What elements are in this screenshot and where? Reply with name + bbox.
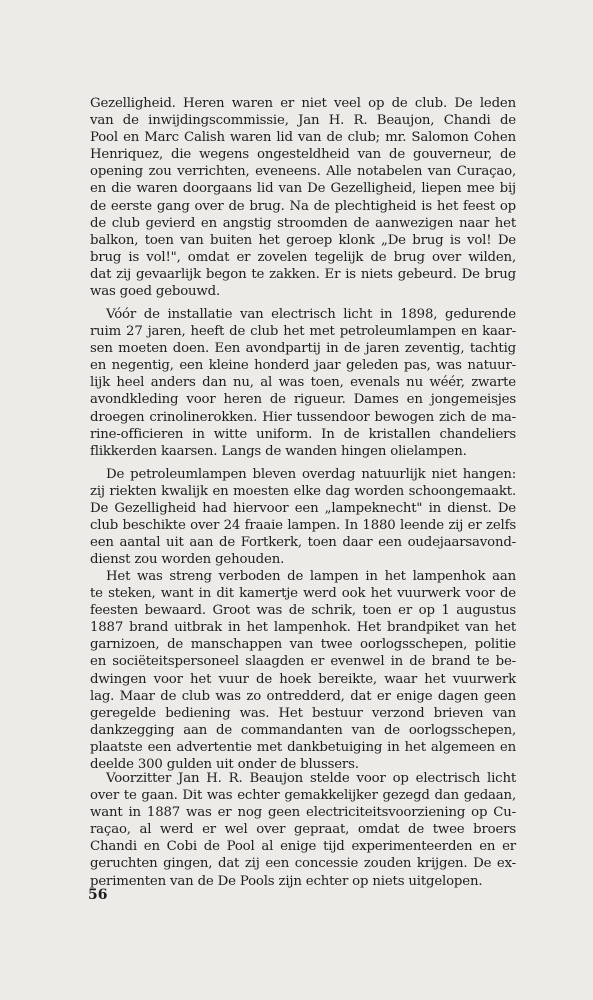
text-line: de eerste gang over de brug. Na de plechtigheid is het feest op	[90, 198, 516, 214]
text-line: De petroleumlampen bleven overdag natuurlijk niet hangen:	[106, 467, 516, 482]
text-line: Het was streng verboden de lampen in het lampenhok aan	[106, 569, 516, 584]
text-line: Voorzitter Jan H. R. Beaujon stelde voor op electrisch licht	[106, 771, 516, 786]
text-line: zij riekten kwalijk en moesten elke dag worden schoongemaakt.	[90, 484, 516, 500]
text-line: lag. Maar de club was zo ontredderd, dat er enige dagen geen	[90, 688, 516, 704]
text-line: deelde 300 gulden uit onder de blussers.	[90, 757, 359, 773]
text-line: avondkleding voor heren de rigueur. Dames en jongemeisjes	[90, 392, 516, 408]
text-line: dankzegging aan de commandanten van de oorlogsschepen,	[90, 722, 516, 738]
text-line: Vóór de installatie van electrisch licht in 1898, gedurende	[106, 307, 516, 322]
text-line: perimenten van de De Pools zijn echter op niets uitgelopen.	[90, 873, 483, 889]
text-line: Gezelligheid. Heren waren er niet veel op de club. De leden	[90, 96, 516, 111]
text-line: geruchten gingen, dat zij een concessie zouden krijgen. De ex-	[90, 856, 516, 872]
text-line: club beschikte over 24 fraaie lampen. In 1880 leende zij er zelfs	[90, 518, 516, 534]
text-line: en sociëteitspersoneel slaagden er evenwel in de brand te be-	[90, 654, 516, 670]
text-line: dat zij gevaarlijk begon te zakken. Er is niets gebeurd. De brug	[90, 266, 516, 282]
text-line: flikkerden kaarsen. Langs de wanden hingen olielampen.	[90, 443, 467, 459]
text-line: een aantal uit aan de Fortkerk, toen daar een oudejaarsavond-	[90, 535, 516, 551]
text-line: droegen crinolinerokken. Hier tussendoor bewogen zich de ma-	[90, 409, 516, 425]
text-line: want in 1887 was er nog geen electriciteitsvoorziening op Cu-	[90, 805, 516, 821]
text-line: 1887 brand uitbrak in het lampenhok. Het brandpiket van het	[90, 620, 516, 636]
text-line: Henriquez, die wegens ongesteldheid van de gouverneur, de	[90, 147, 516, 163]
text-line: en negentig, een kleine honderd jaar geleden pas, was natuur-	[90, 358, 516, 374]
text-line: geregelde bediening was. Het bestuur verzond brieven van	[90, 705, 516, 721]
paragraph-1	[90, 95, 516, 300]
text-line: te steken, want in dit kamertje werd ook het vuurwerk voor de	[90, 586, 516, 602]
page-number: 56	[88, 887, 108, 903]
text-line: was goed gebouwd.	[90, 284, 221, 300]
text-line: raçao, al werd er wel over gepraat, omdat de twee broers	[90, 822, 516, 838]
paragraph-4	[90, 568, 516, 773]
text-line: dienst zou worden gehouden.	[90, 552, 285, 568]
text-line: ruim 27 jaren, heeft de club het met petroleumlampen en kaar-	[90, 324, 516, 340]
paragraph-5	[90, 770, 516, 890]
paragraph-2	[90, 306, 516, 460]
text-line: De Gezelligheid had hiervoor een „lampeknecht" in dienst. De	[90, 501, 516, 517]
text-line: garnizoen, de manschappen van twee oorlogsschepen, politie	[90, 637, 516, 653]
text-line: opening zou verrichten, eveneens. Alle notabelen van Curaçao,	[90, 164, 516, 180]
text-line: en die waren doorgaans lid van De Gezelligheid, liepen mee bij	[90, 181, 516, 197]
text-line: over te gaan. Dit was echter gemakkelijker gezegd dan gedaan,	[90, 788, 516, 804]
text-line: plaatste een advertentie met dankbetuiging in het algemeen en	[90, 739, 516, 755]
paragraph-3	[90, 466, 516, 569]
text-line: Chandi en Cobi de Pool al enige tijd experimenteerden en er	[90, 839, 516, 855]
text-line: balkon, toen van buiten het geroep klonk „De brug is vol! De	[90, 232, 516, 248]
text-line: brug is vol!", omdat er zovelen tegelijk de brug over wilden,	[90, 249, 516, 265]
text-line: lijk heel anders dan nu, al was toen, evenals nu wéér, zwarte	[90, 375, 516, 391]
text-line: van de inwijdingscommissie, Jan H. R. Beaujon, Chandi de	[90, 113, 516, 129]
text-line: feesten bewaard. Groot was de schrik, toen er op 1 augustus	[90, 603, 516, 619]
text-line: rine-officieren in witte uniform. In de kristallen chandeliers	[90, 426, 516, 442]
text-line: Pool en Marc Calish waren lid van de club; mr. Salomon Cohen	[90, 130, 516, 146]
text-line: de club gevierd en angstig stroomden de aanwezigen naar het	[90, 215, 516, 231]
text-line: dwingen voor het vuur de hoek bereikte, waar het vuurwerk	[90, 671, 516, 687]
text-line: sen moeten doen. Een avondpartij in de jaren zeventig, tachtig	[90, 341, 516, 357]
